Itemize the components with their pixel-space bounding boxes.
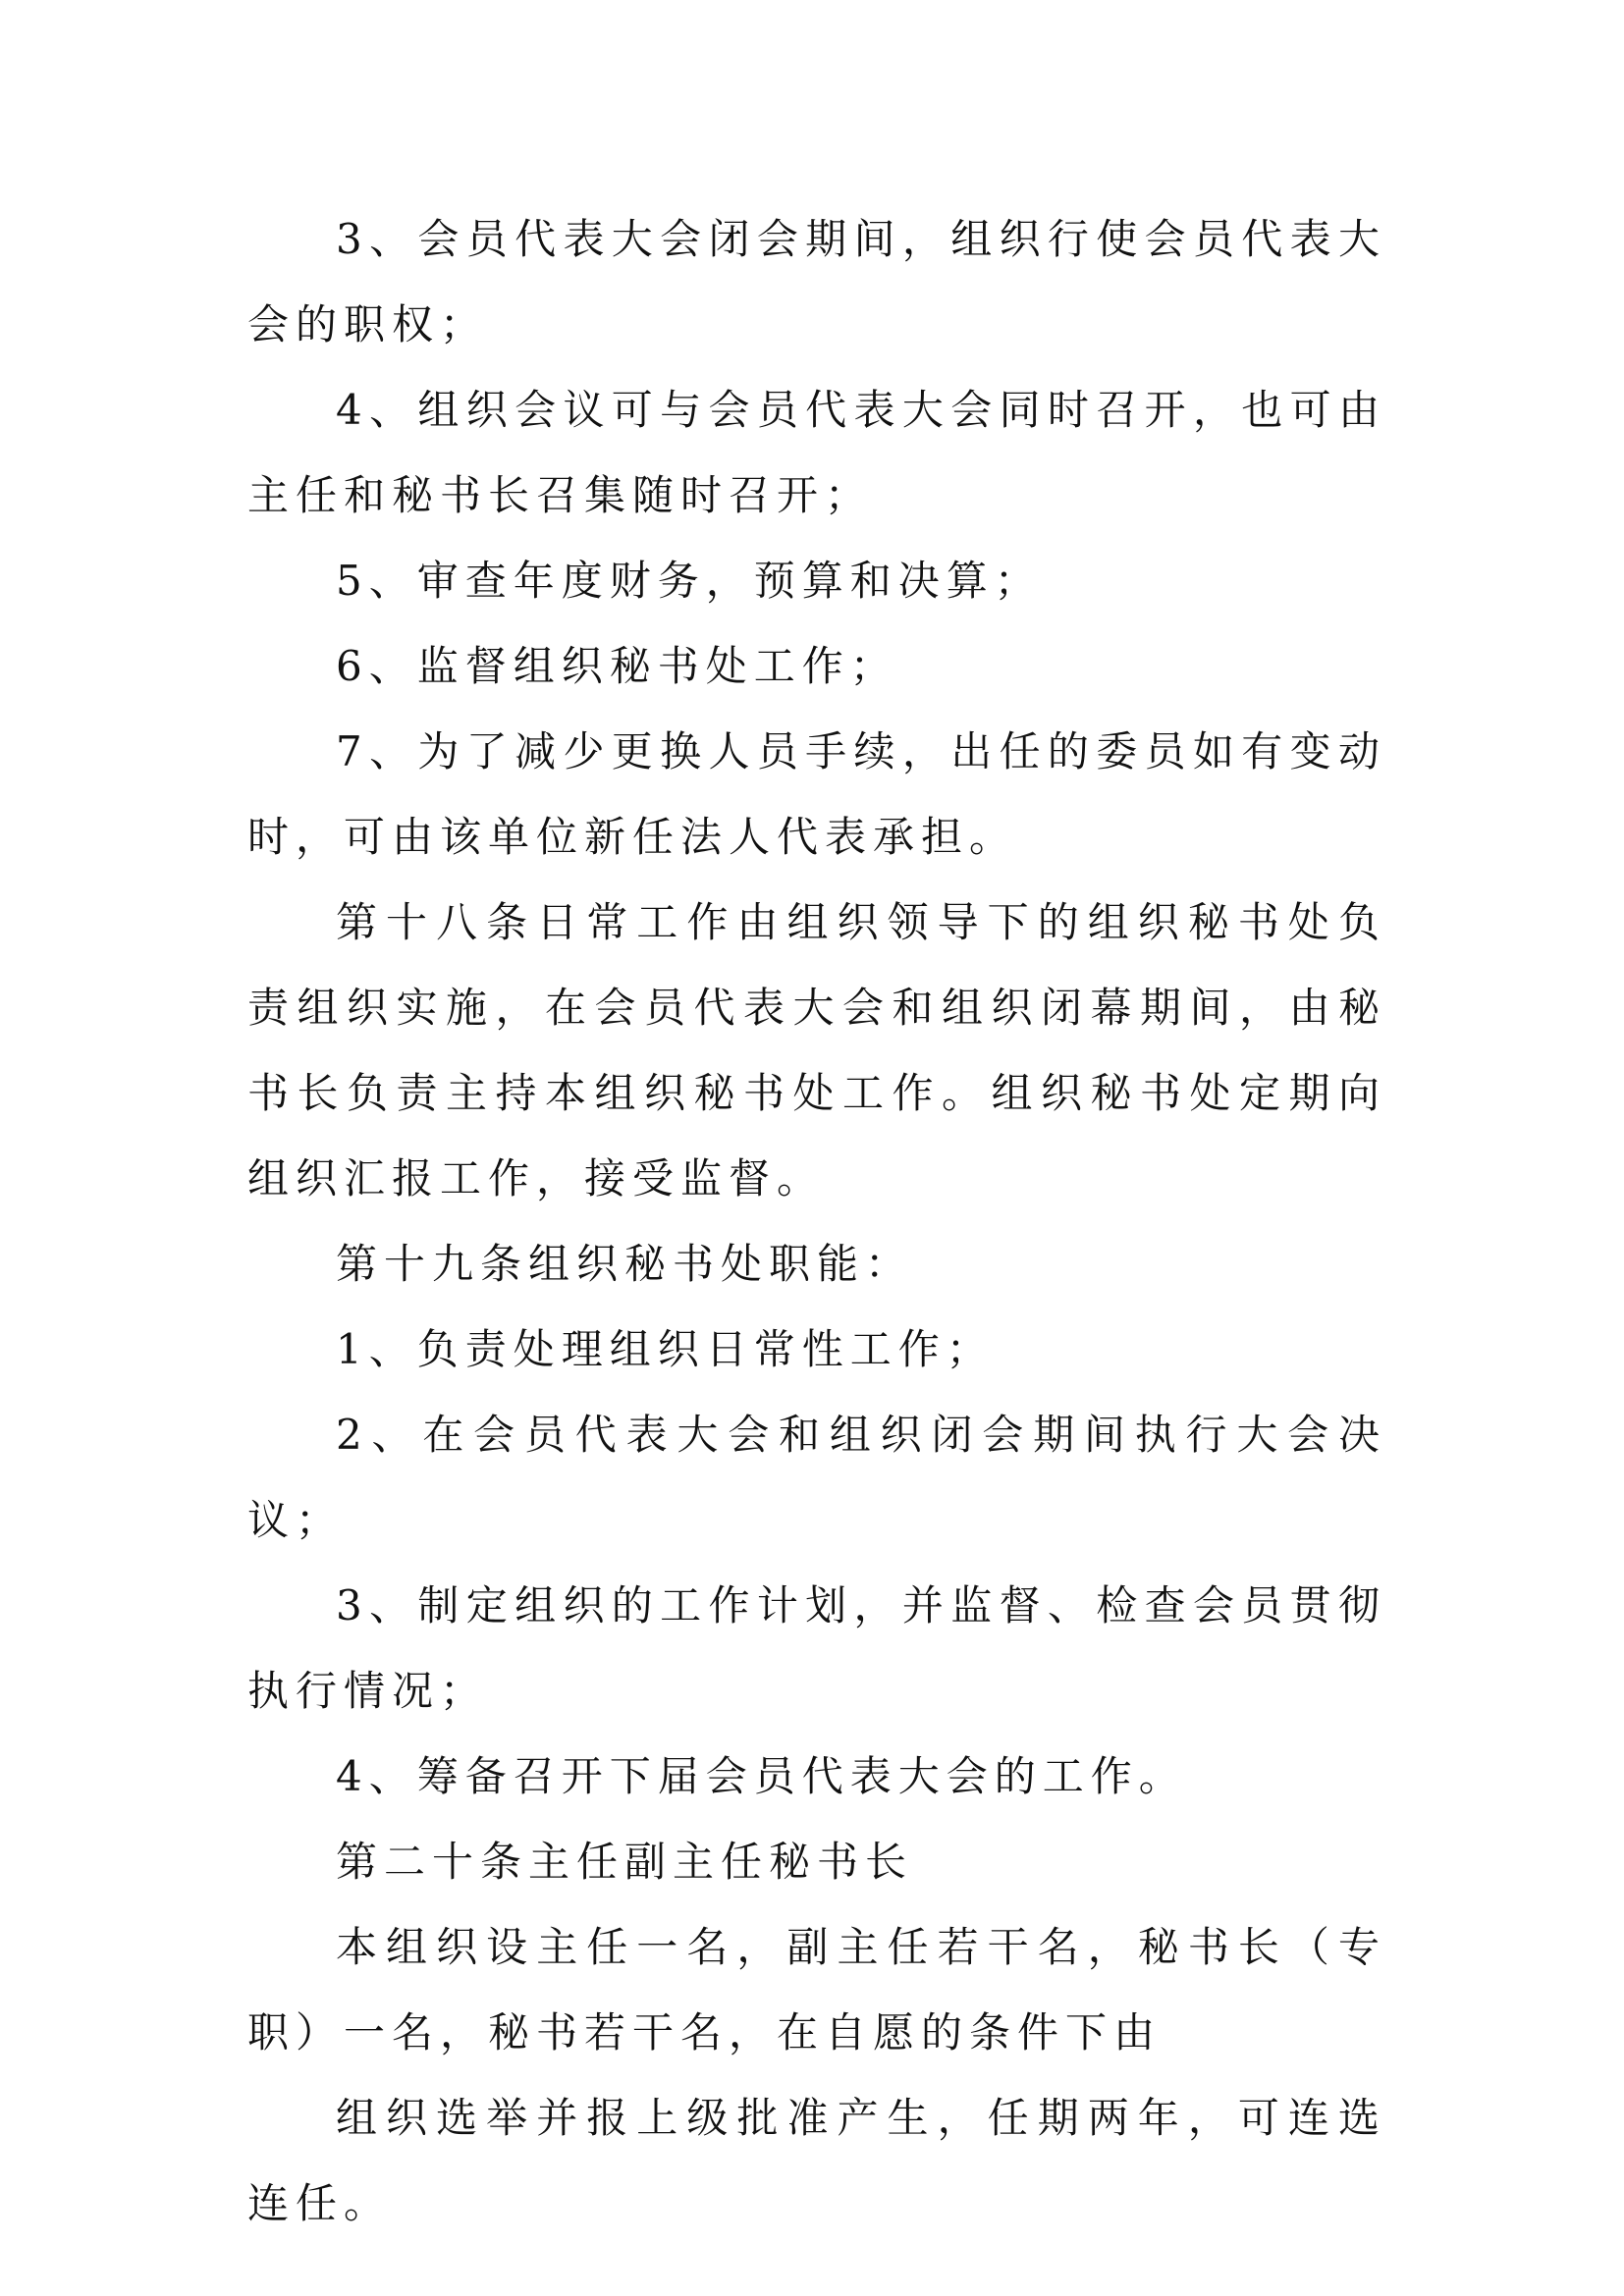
paragraph-election: 组织选举并报上级批准产生，任期两年，可连选连任。 — [247, 2094, 1386, 2227]
paragraph-item-3-duties: 3、会员代表大会闭会期间，组织行使会员代表大会的职权； — [247, 215, 1386, 348]
paragraph-secretariat-item-4: 4、筹备召开下届会员代表大会的工作。 — [336, 1752, 1187, 1800]
paragraph-secretariat-item-1: 1、负责处理组织日常性工作； — [336, 1325, 995, 1373]
paragraph-article-19-heading: 第十九条组织秘书处职能： — [336, 1240, 914, 1288]
paragraph-secretariat-item-3: 3、制定组织的工作计划，并监督、检查会员贯彻执行情况； — [247, 1581, 1386, 1715]
paragraph-item-5-finance: 5、审查年度财务，预算和决算； — [336, 557, 1043, 605]
paragraph-article-18: 第十八条日常工作由组织领导下的组织秘书处负责组织实施，在会员代表大会和组织闭幕期间，由秘书长负责主持本组织秘书处工作。组织秘书处定期向组织汇报工作，接受监督。 — [247, 898, 1386, 1202]
paragraph-item-6-supervise: 6、监督组织秘书处工作； — [336, 642, 898, 690]
paragraph-item-7-replacement: 7、为了减少更换人员手续，出任的委员如有变动时，可由该单位新任法人代表承担。 — [247, 727, 1386, 861]
document-page — [247, 196, 1386, 2246]
paragraph-secretariat-item-2: 2、在会员代表大会和组织闭会期间执行大会决议； — [247, 1411, 1386, 1544]
paragraph-item-4-meetings: 4、组织会议可与会员代表大会同时召开，也可由主任和秘书长召集随时召开； — [247, 386, 1386, 519]
paragraph-officers: 本组织设主任一名，副主任若干名，秘书长（专职）一名，秘书若干名，在自愿的条件下由 — [247, 1923, 1386, 2056]
paragraph-article-20-heading: 第二十条主任副主任秘书长 — [336, 1838, 914, 1886]
